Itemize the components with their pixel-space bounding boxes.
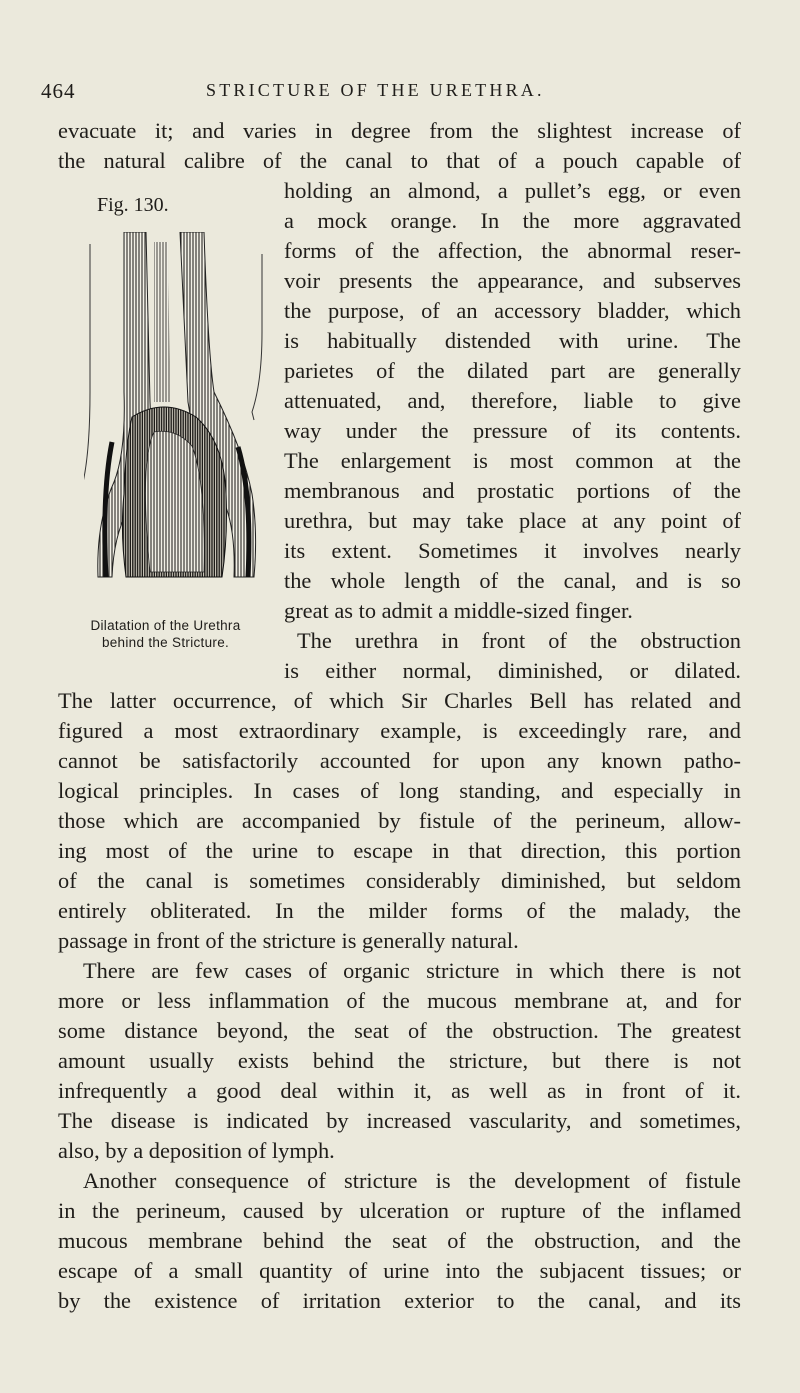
text-line: the purpose, of an accessory bladder, which: [284, 298, 741, 323]
text-line: entirely obliterated. In the milder forms of the malady, the: [58, 898, 741, 923]
text-line: Another consequence of stricture is the development of fistule: [83, 1168, 741, 1193]
text-line: its extent. Sometimes it involves nearly: [284, 538, 741, 563]
text-line: figured a most extraordinary example, is exceedingly rare, and: [58, 718, 741, 743]
figure-caption-line: Dilatation of the Urethra: [90, 618, 241, 633]
text-line: way under the pressure of its contents.: [284, 418, 741, 443]
text-line: is habitually distended with urine. The: [284, 328, 741, 353]
text-line: the natural calibre of the canal to that of a pouch capable of: [58, 148, 741, 173]
text-line: passage in front of the stricture is generally natural.: [58, 928, 519, 953]
text-line: of the canal is sometimes considerably diminished, but seldom: [58, 868, 741, 893]
figure-caption-line: behind the Stricture.: [101, 635, 230, 650]
text-line: cannot be satisfactorily accounted for upon any known patho-: [58, 748, 741, 773]
text-line: a mock orange. In the more aggravated: [284, 208, 741, 233]
text-line: escape of a small quantity of urine into the subjacent tissues; or: [58, 1258, 741, 1283]
text-line: in the perineum, caused by ulceration or rupture of the inflamed: [58, 1198, 741, 1223]
text-line: great as to admit a middle-sized finger.: [284, 598, 633, 623]
text-line: more or less inflammation of the mucous membrane at, and for: [58, 988, 741, 1013]
text-line: some distance beyond, the seat of the obstruction. The greatest: [58, 1018, 741, 1043]
text-line: The disease is indicated by increased vascularity, and sometimes,: [58, 1108, 741, 1133]
text-line: voir presents the appearance, and subserves: [284, 268, 741, 293]
text-line: forms of the affection, the abnormal reser-: [284, 238, 741, 263]
urethra-illustration: [84, 232, 269, 582]
text-line: amount usually exists behind the stricture, but there is not: [58, 1048, 741, 1073]
page-number: 464: [41, 79, 76, 103]
text-line: holding an almond, a pullet’s egg, or even: [284, 178, 741, 203]
text-line: The urethra in front of the obstruction: [297, 628, 741, 653]
figure-label: Fig. 130.: [97, 194, 169, 216]
text-line: by the existence of irritation exterior to the canal, and its: [58, 1288, 741, 1313]
text-line: evacuate it; and varies in degree from the slightest increase of: [58, 118, 741, 143]
text-line: those which are accompanied by fistule of the perineum, allow-: [58, 808, 741, 833]
text-line: The latter occurrence, of which Sir Charles Bell has related and: [58, 688, 741, 713]
text-line: parietes of the dilated part are generally: [284, 358, 741, 383]
text-line: ing most of the urine to escape in that direction, this portion: [58, 838, 741, 863]
text-line: is either normal, diminished, or dilated.: [284, 658, 741, 683]
text-line: attenuated, and, therefore, liable to give: [284, 388, 741, 413]
text-line: infrequently a good deal within it, as well as in front of it.: [58, 1078, 741, 1103]
text-line: logical principles. In cases of long standing, and especially in: [58, 778, 741, 803]
text-line: There are few cases of organic stricture in which there is not: [83, 958, 741, 983]
text-line: urethra, but may take place at any point of: [284, 508, 741, 533]
text-line: the whole length of the canal, and is so: [284, 568, 741, 593]
text-line: The enlargement is most common at the: [284, 448, 741, 473]
text-line: membranous and prostatic portions of the: [284, 478, 741, 503]
running-head: STRICTURE OF THE URETHRA.: [206, 80, 545, 100]
text-line: also, by a deposition of lymph.: [58, 1138, 335, 1163]
text-line: mucous membrane behind the seat of the obstruction, and the: [58, 1228, 741, 1253]
